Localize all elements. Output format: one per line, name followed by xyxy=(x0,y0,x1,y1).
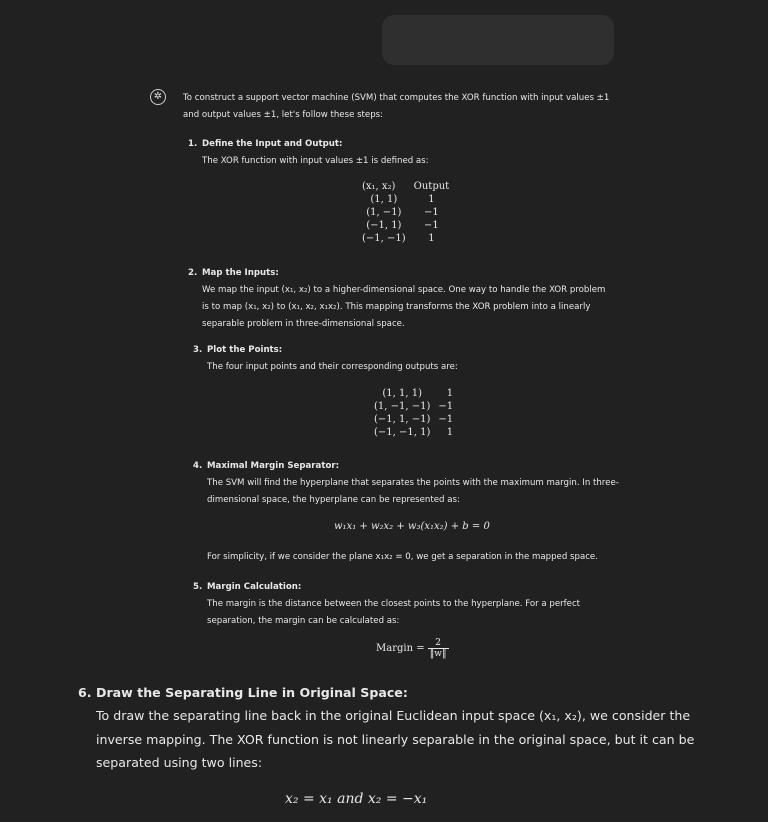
table-row xyxy=(358,232,453,245)
table-cell: −1 xyxy=(424,220,439,231)
intro-line-2: and output values ±1, let's follow these steps: xyxy=(183,110,384,120)
table-cell: −1 xyxy=(424,207,439,218)
xor-table xyxy=(358,180,453,245)
step-6-line-3: separated using two lines: xyxy=(96,755,263,770)
separating-lines-equation: x₂ = x₁ and x₂ = −x₁ xyxy=(285,791,428,807)
step-6-line-2: inverse mapping. The XOR function is not linearly separable in the original space, but it can be xyxy=(96,732,695,747)
table-cell: (−1, −1, 1) xyxy=(374,427,431,438)
hyperplane-equation: w₁x₁ + w₂x₂ + w₃(x₁x₂) + b = 0 xyxy=(334,521,490,532)
table-cell: (1, −1) xyxy=(366,207,402,218)
step-2-line-3: separable problem in three-dimensional space. xyxy=(202,319,405,329)
step-6-line-1: To draw the separating line back in the original Euclidean input space (x₁, x₂), we consider the xyxy=(96,708,691,723)
table-row xyxy=(370,426,457,439)
step-2-line-2: is to map (x₁, x₂) to (x₁, x₂, x₁x₂). This mapping transforms the XOR problem into a linearly xyxy=(202,302,591,312)
table-row xyxy=(370,413,457,426)
step-3-number: 3. xyxy=(193,345,203,355)
step-4-title: Maximal Margin Separator: xyxy=(207,461,340,471)
table-cell: (−1, 1, −1) xyxy=(374,414,431,425)
step-4-line-2: dimensional space, the hyperplane can be represented as: xyxy=(207,495,460,505)
table-row xyxy=(358,180,453,193)
step-2-number: 2. xyxy=(188,268,198,278)
intro-line-1: To construct a support vector machine (SVM) that computes the XOR function with input values ±1 xyxy=(183,93,610,103)
table-row xyxy=(358,206,453,219)
step-4-after: For simplicity, if we consider the plane x₁x₂ = 0, we get a separation in the mapped space. xyxy=(207,552,598,562)
step-5-title: Margin Calculation: xyxy=(207,582,302,592)
step-6-number: 6. xyxy=(78,685,92,700)
table-cell: 1 xyxy=(428,194,435,205)
table-header: (x₁, x₂) xyxy=(362,181,396,192)
table-cell: 1 xyxy=(446,388,454,399)
table-row xyxy=(370,400,457,413)
step-1-title: Define the Input and Output: xyxy=(202,139,343,149)
table-cell: −1 xyxy=(438,414,454,425)
margin-equation xyxy=(376,638,449,659)
margin-label: Margin = xyxy=(376,643,425,654)
step-3-text: The four input points and their corresponding outputs are: xyxy=(207,362,458,372)
margin-numerator: 2 xyxy=(428,638,449,649)
step-2-line-1: We map the input (x₁, x₂) to a higher-dimensional space. One way to handle the XOR problem xyxy=(202,285,606,295)
step-6-title: Draw the Separating Line in Original Space: xyxy=(96,685,408,700)
table-cell: (1, 1) xyxy=(370,194,398,205)
table-cell: −1 xyxy=(438,401,454,412)
table-cell: (1, 1, 1) xyxy=(382,388,422,399)
table-row xyxy=(370,387,457,400)
step-3-title: Plot the Points: xyxy=(207,345,283,355)
points-table xyxy=(370,387,457,439)
table-cell: (−1, 1) xyxy=(366,220,402,231)
table-header: Output xyxy=(413,181,450,192)
margin-fraction xyxy=(428,638,449,659)
step-5-line-2: separation, the margin can be calculated as: xyxy=(207,616,400,626)
table-row xyxy=(358,193,453,206)
table-cell: 1 xyxy=(428,233,435,244)
step-5-line-1: The margin is the distance between the closest points to the hyperplane. For a perfect xyxy=(207,599,581,609)
table-cell: 1 xyxy=(446,427,454,438)
step-1-number: 1. xyxy=(188,139,198,149)
step-1-text: The XOR function with input values ±1 is defined as: xyxy=(202,156,429,166)
table-cell: (1, −1, −1) xyxy=(374,401,431,412)
step-4-line-1: The SVM will find the hyperplane that separates the points with the maximum margin. In three- xyxy=(207,478,619,488)
user-message-bubble xyxy=(382,15,614,65)
chatgpt-logo-icon: ✲ xyxy=(150,89,166,105)
step-2-title: Map the Inputs: xyxy=(202,268,279,278)
step-4-number: 4. xyxy=(193,461,203,471)
margin-denominator: ‖w‖ xyxy=(429,649,447,659)
table-row xyxy=(358,219,453,232)
step-5-number: 5. xyxy=(193,582,203,592)
table-cell: (−1, −1) xyxy=(362,233,406,244)
